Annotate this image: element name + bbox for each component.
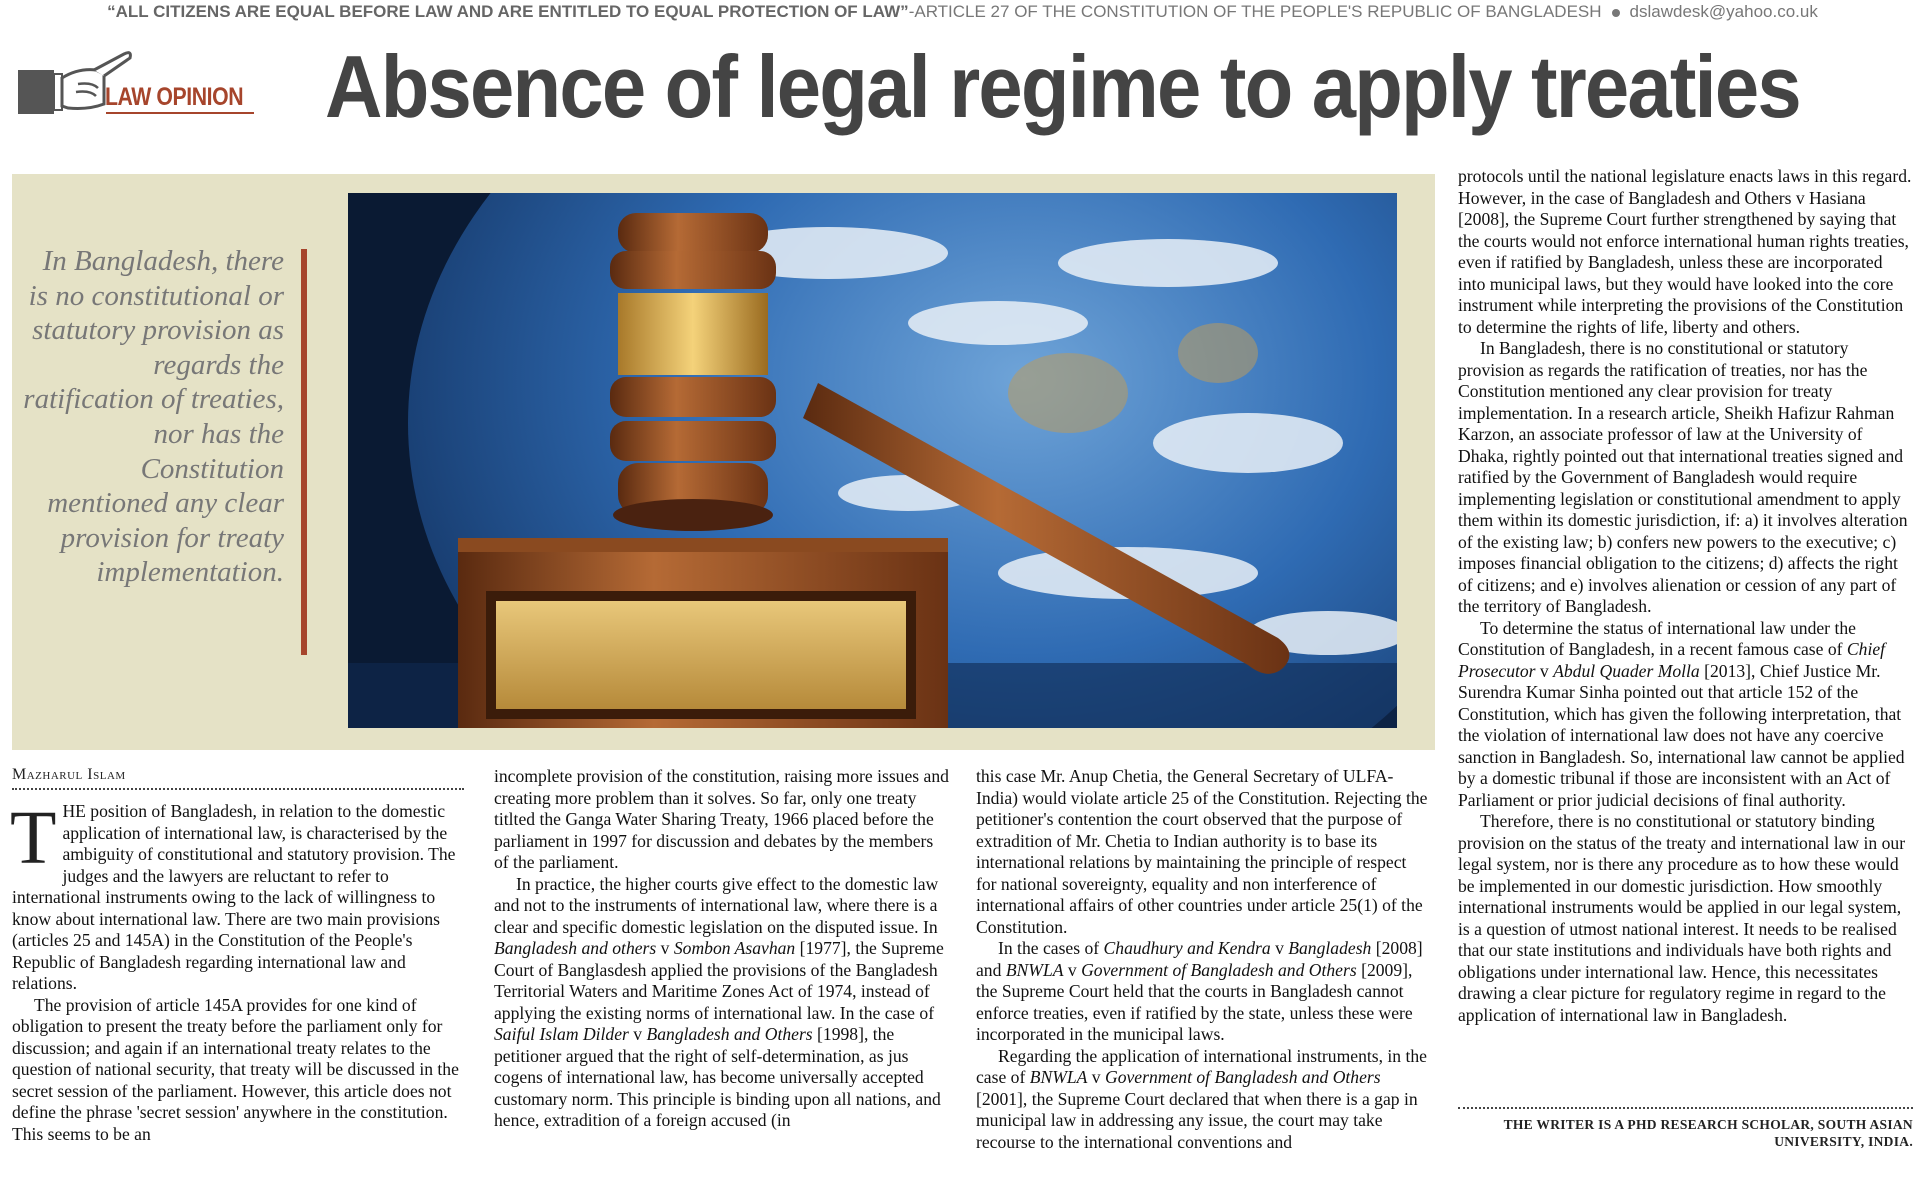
banner-quote: “ALL CITIZENS ARE EQUAL BEFORE LAW AND ARE ENTITLED TO EQUAL PROTECTION OF LAW”	[107, 2, 909, 21]
article-column-2	[494, 766, 949, 1132]
article-paragraph: incomplete provision of the constitution, raising more issues and creating more problem than it solves. So far, only one treaty titlted the Ganga Water Sharing Treaty, 1966 placed before the parliament in 1997 for discussion and debates by the members of the parliament.	[494, 766, 949, 872]
section-label: LAW OPINION	[105, 83, 244, 111]
case-name: Abdul Quader Molla	[1553, 660, 1700, 681]
case-name: Bangladesh and others	[494, 938, 657, 958]
case-name: Saiful Islam Dilder	[494, 1024, 629, 1044]
pull-quote: In Bangladesh, there is no constitutional or statutory provision as regards the ratification of treaties, nor has the Constitution mentioned any clear provision for treaty implementation.	[23, 245, 284, 589]
gavel-globe-photo	[348, 193, 1397, 728]
article-paragraph: To determine the status of international law under the Constitution of Bangladesh, in a recent famous case of Chief Prosecutor v Abdul Quader Molla [2013], Chief Justice Mr. Surendra Kumar Sinha pointed out that article 152 of the Constitution, which has given the following interpretation, that the violation of international law does not have any coercive sanction in Bangladesh. So, international law cannot be applied by a domestic tribunal if those are inconsistent with an Act of Parliament or prior judicial decisions of final authority.	[1458, 617, 1905, 810]
pull-quote-bar	[301, 249, 307, 655]
case-name: BNWLA	[1005, 959, 1064, 980]
byline: Mazharul Islam	[12, 766, 464, 790]
article-paragraph: In practice, the higher courts give effect to the domestic law and not to the instruments of international law, where there is a clear and specific domestic legislation on the disputed issue. In Bangladesh and others v Sombon Asavhan [1977], the Supreme Court of Banglasdesh applied the provisions of the Bangladesh Territorial Waters and Maritime Zones Act of 1974, instead of applying the existing norms of international law. In the case of Saiful Islam Dilder v Bangladesh and Others [1998], the petitioner argued that the right of self-determination, as jus cogens of international law, has become universally accepted customary norm. This principle is binding upon all nations, and hence, extradition of a foreign accused (in	[494, 873, 944, 1130]
case-name: Bangladesh and Others	[646, 1024, 813, 1044]
case-name: Sombon Asavhan	[673, 938, 796, 958]
article-paragraph: HE position of Bangladesh, in relation to the domestic application of international law, is characterised by the ambiguity of constitutional and statutory provision. The judges and the lawyers are reluctant to refer to international instruments owing to the lack of willingness to know about international law. There are two main provisions (articles 25 and 145A) in the Constitution of the People's Republic of Bangladesh regarding international law and relations.	[12, 801, 456, 993]
drop-cap: T	[10, 796, 57, 880]
article-paragraph: protocols until the national legislature enacts laws in this regard. However, in the case of Bangladesh and Others v Hasiana [2008], the Supreme Court further strengthened by saying that the courts would not enforce international human rights treaties, even if ratified by Bangladesh, unless these are incorporated into municipal laws, but they would have looked into the core instrument while interpreting the provisions of the Constitution to determine the rights of life, liberty and others.	[1458, 166, 1912, 337]
article-paragraph: The provision of article 145A provides for one kind of obligation to present the treaty before the parliament only for discussion; and again if an international treaty relates to the question of national security, that treaty will be discussed in the secret session of the parliament. However, this article does not define the phrase 'secret session' anywhere in the constitution. This seems to be an	[12, 994, 459, 1144]
case-name: Government of Bangladesh and Others	[1105, 1067, 1381, 1087]
section-underline	[106, 112, 254, 114]
dotted-divider	[1458, 1107, 1913, 1109]
case-name: Government of Bangladesh and Others	[1081, 959, 1357, 980]
article-paragraph: Therefore, there is no constitutional or statutory binding provision on the status of the treaty and international law in our legal system, nor is there any procedure as to how these would be implemented in our domestic jurisdiction. How smoothly international instruments would be applied in our legal system, is a question of utmost national interest. It needs to be realised that our state institutions and individuals have both rights and obligations under international law. Hence, this necessitates drawing a clear picture for regulatory regime in regard to the application of international law in Bangladesh.	[1458, 811, 1906, 1025]
banner-attribution: -ARTICLE 27 OF THE CONSTITUTION OF THE PEOPLE'S REPUBLIC OF BANGLADESH	[908, 2, 1602, 21]
writer-note: THE WRITER IS A PHD RESEARCH SCHOLAR, SOUTH ASIAN UNIVERSITY, INDIA.	[1503, 1117, 1913, 1149]
article-paragraph: In the cases of Chaudhury and Kendra v Bangladesh [2008] and BNWLA v Government of Bangladesh and Others [2009], the Supreme Court held that the courts in Bangladesh cannot enforce treaties, even if ratified by the state, unless these were incorporated in the municipal laws.	[976, 938, 1423, 1044]
article-paragraph: this case Mr. Anup Chetia, the General Secretary of ULFA-India) would violate article 25 of the Constitution. Rejecting the petitioner's contention the court observed that the purpose of extradition of Mr. Chetia to Indian authority is to base its international relations by maintaining the principle of respect for national sovereignty, equality and non interference of international affairs of other countries under article 25(1) of the Constitution.	[976, 766, 1428, 937]
article-column-4	[1458, 166, 1913, 1026]
case-name: Chaudhury and Kendra	[1103, 938, 1271, 958]
bullet-dot	[1612, 9, 1620, 17]
article-column-3	[976, 766, 1431, 1153]
article-paragraph: Regarding the application of international instruments, in the case of BNWLA v Government of Bangladesh and Others [2001], the Supreme Court declared that when there is a gap in municipal law in addressing any issue, the court may take recourse to the international conventions and	[976, 1045, 1427, 1152]
case-name: BNWLA	[1029, 1067, 1088, 1087]
case-name: Bangladesh	[1288, 938, 1372, 958]
constitution-quote-banner	[0, 0, 1925, 26]
case-name: Chief Prosecutor	[1458, 639, 1886, 681]
banner-email: dslawdesk@yahoo.co.uk	[1629, 2, 1818, 21]
article-column-1	[10, 796, 464, 1145]
page-title: Absence of legal regime to apply treaties	[325, 37, 1800, 136]
article-paragraph: In Bangladesh, there is no constitutional or statutory provision as regards the ratification of treaties, nor has the Constitution mentioned any clear provision for treaty implementation. In a research article, Sheikh Hafizur Rahman Karzon, an associate professor of law at the University of Dhaka, rightly pointed out that international treaties signed and ratified by the Government of Bangladesh would require implementing legislation or constitutional amendment to apply them within its domestic jurisdiction, if: a) it involves alteration of the existing law; b) confers new powers to the executive; c) imposes financial obligation to the citizens; d) affects the right of citizens; and e) involves alienation or cession of any part of the territory of Bangladesh.	[1458, 338, 1908, 616]
